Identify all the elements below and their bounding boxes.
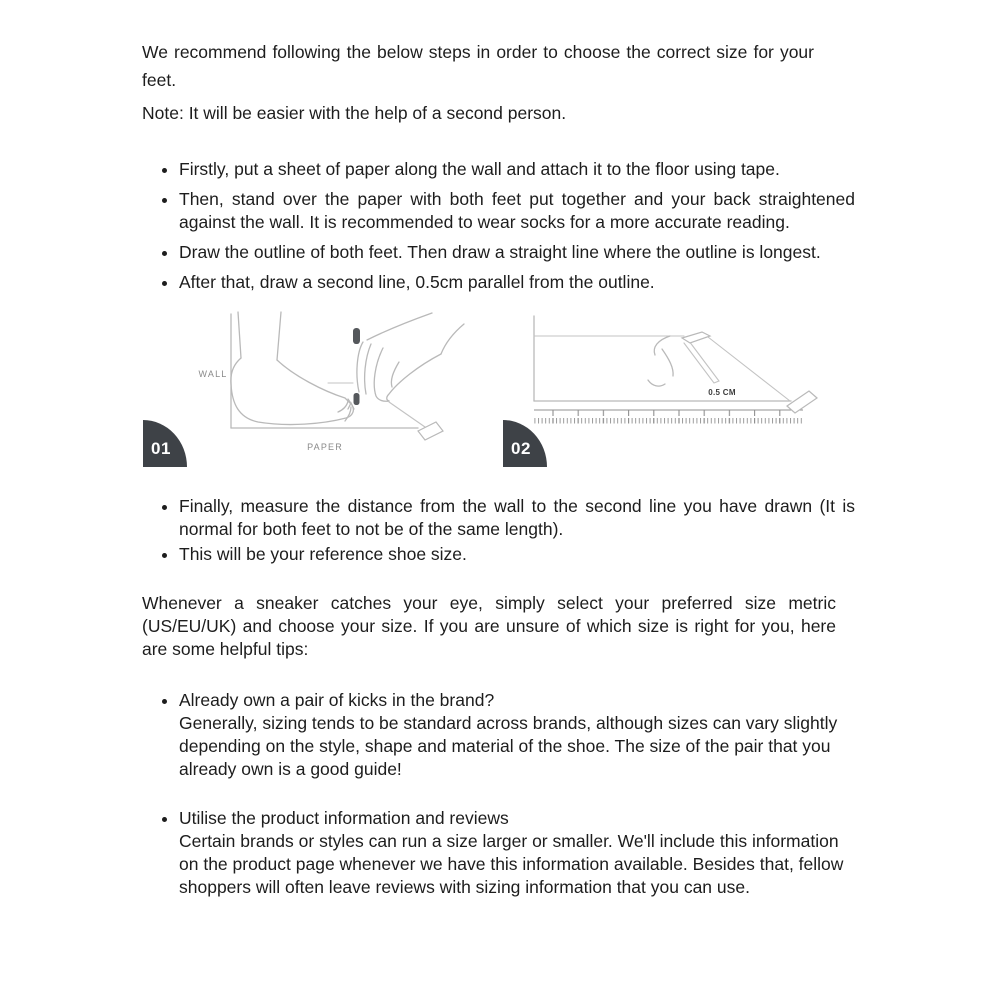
- intro-paragraph: We recommend following the below steps in order to choose the correct size for your feet.: [142, 42, 814, 90]
- leg-front-line: [277, 312, 281, 360]
- hand-top-edge: [367, 313, 432, 340]
- measuring-ruler-illustration: [502, 306, 882, 471]
- step-badge-number: 02: [511, 439, 531, 458]
- step-item: • After that, draw a second line, 0.5cm parallel from the outline.: [179, 271, 855, 294]
- leg-back-line: [238, 312, 241, 358]
- hand-wrist-edge: [441, 324, 464, 354]
- pen-tip-icon: [354, 393, 360, 405]
- step-item: • Draw the outline of both feet. Then draw a straight line where the outline is longest.: [179, 241, 855, 264]
- foot-against-wall-illustration: [142, 306, 472, 471]
- foot-outline: [231, 358, 354, 425]
- toe-outline-1: [654, 336, 670, 355]
- result-item: • This will be your reference shoe size.: [179, 543, 855, 566]
- tips-intro-paragraph: Whenever a sneaker catches your eye, simply select your preferred size metric (US/EU/UK) and choose your size. If you are unsure of which size is right for you, here are some helpful tips:: [142, 593, 836, 659]
- offset-measure-label: 0.5 CM: [708, 388, 736, 397]
- hand-finger-3: [374, 348, 389, 401]
- step-item: • Firstly, put a sheet of paper along the wall and attach it to the floor using tape.: [179, 158, 855, 181]
- pen-top-icon: [353, 328, 360, 344]
- toe-outline-3: [648, 380, 665, 386]
- result-item: • Finally, measure the distance from the wall to the second line you have drawn (It is normal for both feet to not be of the same length).: [179, 495, 855, 541]
- intro-note: Note: It will be easier with the help of a second person.: [142, 103, 567, 123]
- measuring-results-list: [142, 495, 855, 566]
- step-badge-number: 01: [151, 439, 171, 458]
- sizing-tips-list: [142, 689, 855, 899]
- measuring-steps-list: [142, 158, 855, 294]
- tip-body: Certain brands or styles can run a size larger or smaller. We'll include this information on the product page whenever we have this information available. Besides that, fellow shoppers will often leave reviews with sizing information that you can use.: [179, 831, 844, 897]
- hand-crease: [391, 362, 399, 387]
- tip-title: • Utilise the product information and reviews: [179, 808, 509, 828]
- hand-finger-2: [365, 344, 371, 394]
- size-guide-content: [142, 38, 887, 899]
- hand-finger-1: [357, 342, 363, 392]
- marker-pen-body: [684, 341, 719, 383]
- figure-step-01: [142, 306, 472, 471]
- foot-instep-line: [277, 360, 351, 404]
- marker-pen-top: [682, 332, 710, 343]
- ruler-large-ticks: [534, 411, 803, 424]
- tip-item: [179, 807, 855, 899]
- tip-title: • Already own a pair of kicks in the brand?: [179, 690, 495, 710]
- toe-outline-2: [662, 349, 673, 376]
- figure-step-02: [502, 306, 882, 471]
- step-item: • Then, stand over the paper with both feet put together and your back straightened against the wall. It is recommended to wear socks for a more accurate reading.: [179, 188, 855, 234]
- tip-item: [179, 689, 855, 781]
- instruction-figures: [142, 306, 887, 471]
- toe-detail-line: [338, 401, 348, 412]
- wall-label: WALL: [198, 369, 228, 379]
- tip-body: Generally, sizing tends to be standard across brands, although sizes can vary slightly depending on the style, shape and material of the shoe. The size of the pair that you already own is a good guide!: [179, 713, 838, 779]
- paper-label: PAPER: [307, 442, 343, 452]
- hand-thumb-edge: [387, 354, 441, 401]
- pencil-guide-line: [389, 402, 425, 427]
